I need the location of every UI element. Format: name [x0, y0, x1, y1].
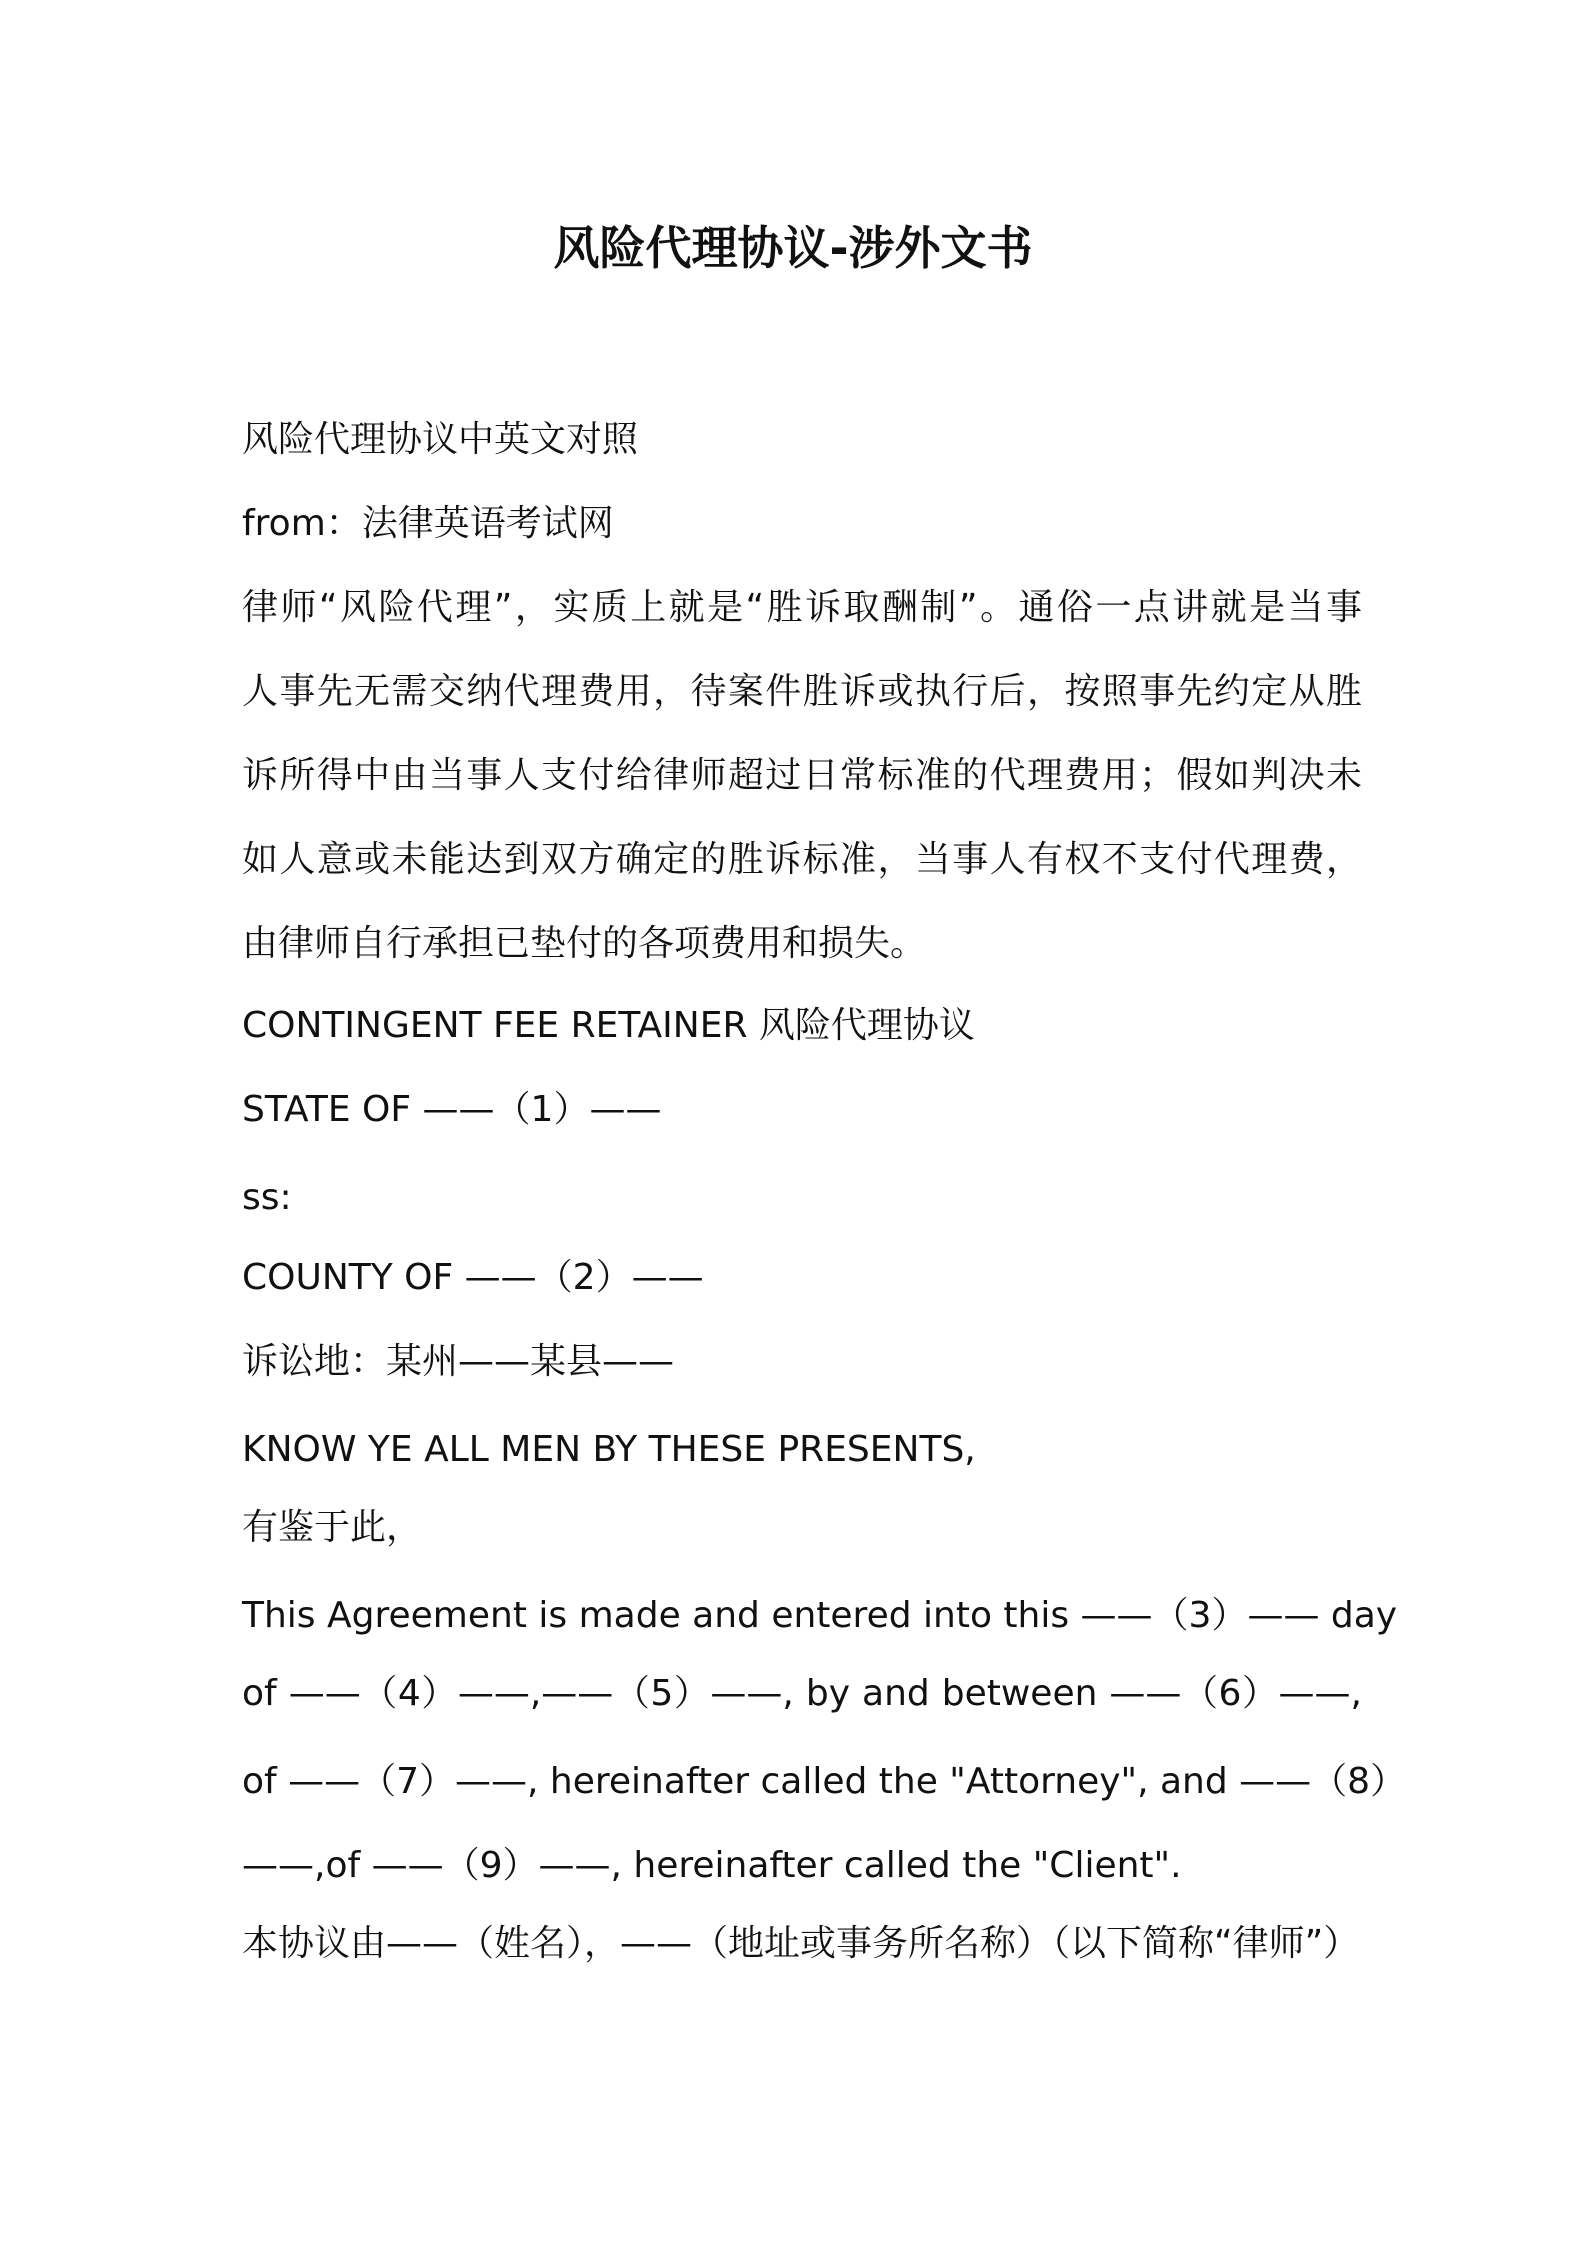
paragraph-line: 律师“风险代理”，实质上就是“胜诉取酬制”。通俗一点讲就是当事: [242, 587, 1362, 628]
state-line: STATE OF ——（1）——: [242, 1089, 662, 1130]
county-line: COUNTY OF ——（2）——: [242, 1257, 704, 1298]
venue-line: 诉讼地：某州——某县——: [242, 1341, 675, 1382]
ss-line: ss:: [242, 1177, 292, 1218]
subtitle-line: 风险代理协议中英文对照: [242, 419, 639, 460]
paragraph-line: 如人意或未能达到双方确定的胜诉标准，当事人有权不支付代理费，: [242, 839, 1362, 880]
paragraph-line: 由律师自行承担已垫付的各项费用和损失。: [242, 923, 927, 964]
heading-line: CONTINGENT FEE RETAINER 风险代理协议: [242, 1005, 975, 1046]
paragraph-line: 人事先无需交纳代理费用，待案件胜诉或执行后，按照事先约定从胜: [242, 671, 1362, 712]
agreement-line: of ——（7）——, hereinafter called the "Attorney", and ——（8）: [242, 1761, 1407, 1802]
source-line: from：法律英语考试网: [242, 503, 614, 544]
document-title: 风险代理协议-涉外文书: [553, 221, 1033, 275]
preamble-line: KNOW YE ALL MEN BY THESE PRESENTS,: [242, 1429, 976, 1470]
agreement-cn-line: 本协议由——（姓名），——（地址或事务所名称）（以下简称“律师”）: [242, 1923, 1360, 1964]
agreement-line: ——,of ——（9）——, hereinafter called the "Client".: [242, 1845, 1182, 1886]
preamble-cn-line: 有鉴于此，: [242, 1507, 423, 1548]
paragraph-line: 诉所得中由当事人支付给律师超过日常标准的代理费用；假如判决未: [242, 755, 1362, 796]
agreement-line: of ——（4）——,——（5）——, by and between ——（6）——,: [242, 1673, 1363, 1714]
agreement-line: This Agreement is made and entered into this ——（3）—— day: [242, 1595, 1398, 1636]
